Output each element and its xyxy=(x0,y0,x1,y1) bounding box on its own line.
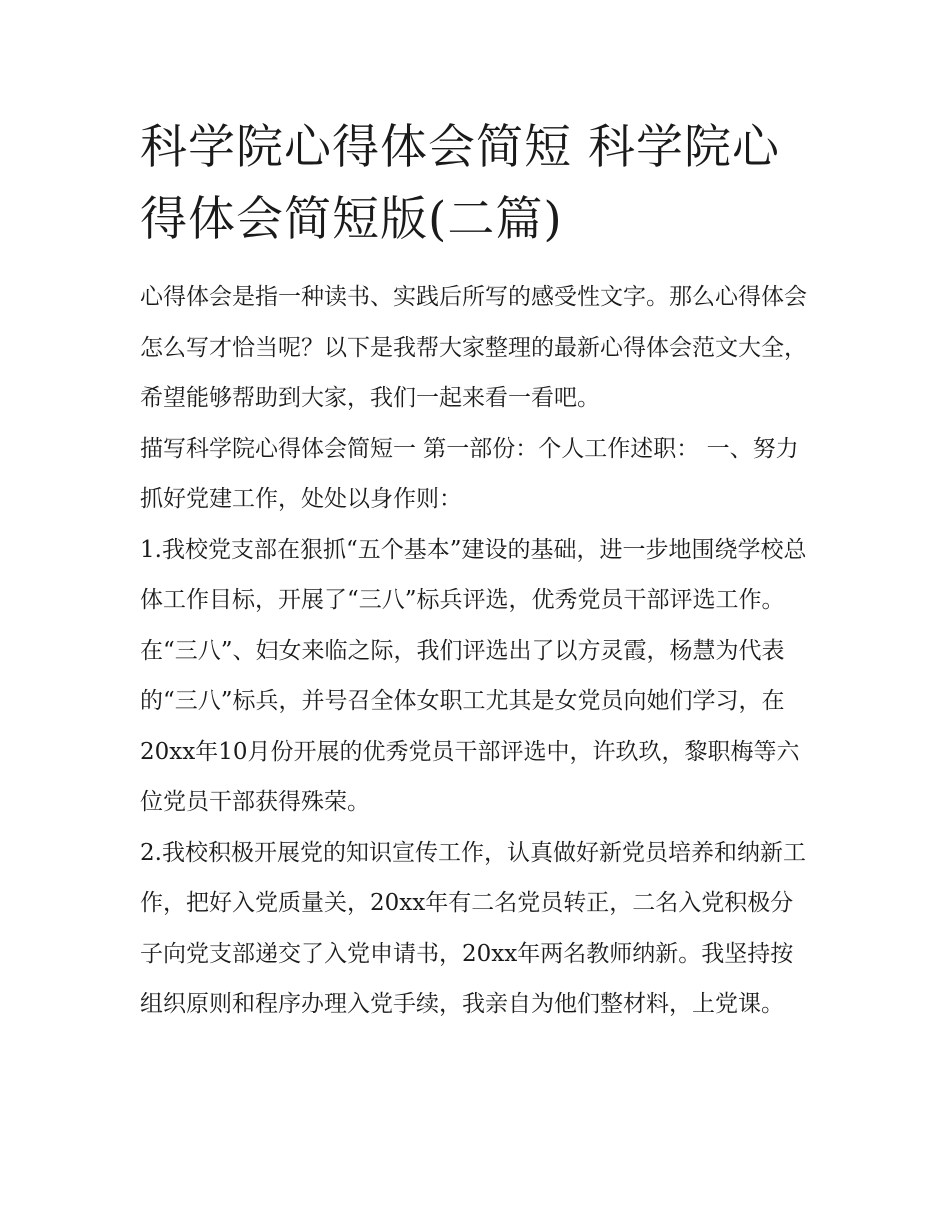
paragraph-item-2: 2.我校积极开展党的知识宣传工作，认真做好新党员培养和纳新工作，把好入党质量关，20xx年有二名党员转正，二名入党积极分子向党支部递交了入党申请书，20xx年两名教师纳新。我坚持按组织原则和程序办理入党手续，我亲自为他们整材料，上党课。 xyxy=(140,839,806,1017)
paragraph-section-heading: 描写科学院心得体会简短一 第一部份：个人工作述职： 一、努力抓好党建工作，处处以身作则： xyxy=(140,435,799,512)
document-title: 科学院心得体会简短 科学院心得体会简短版(二篇) xyxy=(140,120,780,247)
paragraph-item-1: 1.我校党支部在狠抓“五个基本”建设的基础，进一步地围绕学校总体工作目标，开展了“三八”标兵评选，优秀党员干部评选工作。在“三八”、妇女来临之际，我们评选出了以方灵霞，杨慧为代表的“三八”标兵，并号召全体女职工尤其是女党员向她们学习，在20xx年10月份开展的优秀党员干部评选中，许玖玖，黎职梅等六位党员干部获得殊荣。 xyxy=(140,536,807,815)
paragraph-intro: 心得体会是指一种读书、实践后所写的感受性文字。那么心得体会怎么写才恰当呢？以下是我帮大家整理的最新心得体会范文大全，希望能够帮助到大家，我们一起来看一看吧。 xyxy=(140,284,807,411)
document-page xyxy=(140,112,812,1030)
